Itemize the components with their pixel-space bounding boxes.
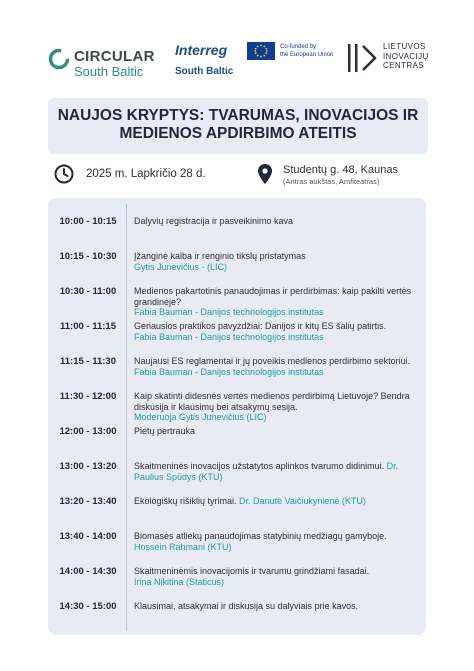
agenda-topic: Ekologiškų rišiklių tyrimai. xyxy=(134,496,237,506)
agenda-speaker: Irina Nikitina (Staticus) xyxy=(134,576,225,587)
agenda-time: 10:00 - 10:15 xyxy=(59,216,117,227)
agenda-time: 14:00 - 14:30 xyxy=(59,566,117,577)
agenda-topic: Naujausi ES reglamentai ir jų poveikis medienos perdirbimo sektoriui. xyxy=(134,356,411,366)
agenda-speaker: Moderuoja Gytis Junevičius (LIC) xyxy=(134,412,267,422)
agenda-topic: Dalyvių registracija ir pasveikinimo kava xyxy=(134,216,294,226)
agenda-speaker: Gytis Junevičius - (LIC) xyxy=(134,261,228,272)
circular-logo-line2: South Baltic xyxy=(74,64,144,79)
lic-logo-line3: CENTRAS xyxy=(383,61,425,70)
location-pin-icon xyxy=(258,164,272,184)
agenda-topic: Įžanginė kalba ir renginio tikslų pristatymas xyxy=(134,251,306,261)
agenda-time: 12:00 - 13:00 xyxy=(59,426,117,437)
agenda-topic: Klausimai, atsakymai ir diskusija su dalyviais prie kavos. xyxy=(134,601,359,611)
agenda-time: 10:15 - 10:30 xyxy=(59,251,117,262)
agenda-description xyxy=(134,566,424,587)
agenda-description xyxy=(134,391,424,423)
agenda-description xyxy=(134,356,424,377)
agenda-topic: Medienos pakartotinis panaudojimas ir perdirbimas: kaip pakilti vertės grandinėje? xyxy=(134,286,412,307)
agenda-topic: Skaitmeninės inovacijos užstatytos aplinkos tvarumo didinimui. xyxy=(134,461,385,471)
interreg-logo-line2: South Baltic xyxy=(175,66,234,77)
eu-text-line1: Co-funded by xyxy=(280,44,317,50)
eu-flag-icon xyxy=(247,42,275,60)
agenda-description xyxy=(134,496,424,507)
agenda-time: 14:30 - 15:00 xyxy=(59,601,117,612)
event-title-box xyxy=(48,98,428,154)
eu-cofunded-text xyxy=(280,43,350,59)
lic-mark-icon xyxy=(347,42,377,74)
lic-logo-text xyxy=(383,42,429,71)
event-address: Studentų g. 48, Kaunas xyxy=(283,164,398,176)
event-date: 2025 m. Lapkričio 28 d. xyxy=(86,168,206,180)
agenda-topic: Skaitmeninėmis inovacijomis ir tvarumu grindžiami fasadai. xyxy=(134,566,370,576)
lic-logo xyxy=(347,42,457,82)
event-address-note: (Antras aukštas, Amfiteatras) xyxy=(283,177,380,186)
circular-ring-icon xyxy=(48,48,70,70)
agenda-topic: Kaip skatinti didesnės vertės medienos perdirbimą Lietuvoje? Bendra diskusija ir klausimų bei atsakymų sesija. xyxy=(134,391,410,412)
circular-south-baltic-logo xyxy=(48,46,163,82)
clock-icon xyxy=(54,164,74,184)
agenda-topic: Biomasės atliekų panaudojimas statybinių medžiagų gamyboje. xyxy=(134,531,387,541)
circular-logo-line1: CIRCULAR xyxy=(74,48,155,65)
agenda-time: 13:40 - 14:00 xyxy=(59,531,117,542)
interreg-logo xyxy=(175,42,245,82)
interreg-logo-line1: Interreg xyxy=(175,42,228,58)
agenda-description xyxy=(134,601,424,612)
agenda-speaker: Fabia Bauman - Danijos technologijos institutas xyxy=(134,331,324,342)
agenda-description xyxy=(134,321,424,342)
agenda-time: 11:15 - 11:30 xyxy=(60,356,116,367)
agenda-time: 11:00 - 11:15 xyxy=(60,321,116,332)
agenda-time: 11:30 - 12:00 xyxy=(59,391,117,402)
agenda-speaker: Fabia Bauman - Danijos technologijos institutas xyxy=(134,366,324,377)
agenda-speaker: Dr. Danutė Vaičiukynienė (KTU) xyxy=(239,496,366,506)
eu-text-line2: the European Union xyxy=(280,52,334,58)
agenda-topic: Pietų pertrauka xyxy=(134,426,196,436)
logo-bar xyxy=(0,38,474,88)
agenda-description xyxy=(134,531,424,552)
agenda-time: 10:30 - 11:00 xyxy=(59,286,117,297)
agenda-speaker: Dr. Paulius Spūdys (KTU) xyxy=(134,461,399,482)
agenda-time: 13:20 - 13:40 xyxy=(59,496,117,507)
lic-logo-line1: LIETUVOS xyxy=(383,42,426,51)
lic-logo-line2: INOVACIJŲ xyxy=(383,51,429,61)
agenda-panel xyxy=(48,198,426,635)
agenda-description xyxy=(134,251,424,272)
agenda-description xyxy=(134,461,424,482)
event-info xyxy=(48,162,428,190)
agenda-description xyxy=(134,426,424,437)
agenda-description xyxy=(134,216,424,227)
agenda-speaker: Fabia Bauman - Danijos technologijos institutas xyxy=(134,307,324,317)
agenda-time: 13:00 - 13:20 xyxy=(59,461,117,472)
agenda-speaker: Hossein Rahmani (KTU) xyxy=(134,541,232,552)
agenda-divider xyxy=(126,204,127,631)
event-title-line1: NAUJOS KRYPTYS: TVARUMAS, INOVACIJOS IR xyxy=(57,107,419,124)
agenda-topic: Geriausios praktikos pavyzdžiai: Danijos ir kitų ES šalių patirtis. xyxy=(134,321,387,331)
event-title-line2: MEDIENOS APDIRBIMO ATEITIS xyxy=(119,125,357,142)
agenda-description xyxy=(134,286,424,318)
